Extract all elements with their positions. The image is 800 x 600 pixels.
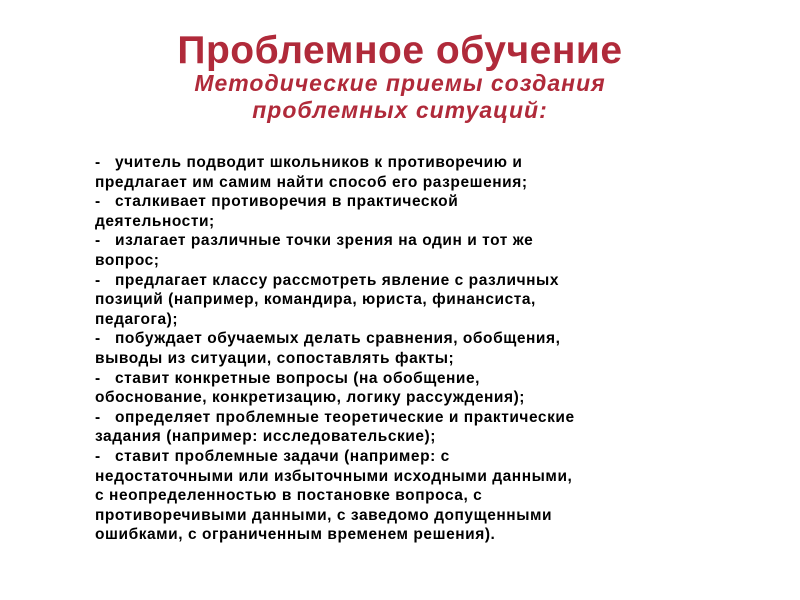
list-item-line [95,212,715,232]
bullet-dash: - [95,369,101,387]
list-item-text: предлагает классу рассмотреть явление с различных [115,271,559,289]
list-item-text: ставит проблемные задачи (например: с [115,447,450,465]
list-item-line [95,467,715,487]
list-item-line [95,271,715,291]
list-item-line [95,447,715,467]
list-item [95,447,715,545]
list-item-line [95,310,715,330]
list-item-text: задания (например: исследовательские); [95,428,436,446]
list-item-text: предлагает им самим найти способ его разрешения; [95,173,528,191]
list-item-text: ошибками, с ограниченным временем решения). [95,526,496,544]
list-item-text: противоречивыми данными, с заведомо допущенными [95,506,553,524]
list-item-line [95,486,715,506]
bullet-dash: - [95,193,101,211]
list-item-text: ставит конкретные вопросы (на обобщение, [115,369,481,387]
list-item-text: побуждает обучаемых делать сравнения, обобщения, [115,330,561,348]
list-item-text: учитель подводит школьников к противоречию и [115,154,523,171]
list-item-text: педагога); [95,310,179,328]
bullet-dash: - [95,232,101,250]
list-item-line [95,251,715,271]
bullet-dash: - [95,447,101,465]
list-item-text: позиций (например, командира, юриста, финансиста, [95,291,536,309]
list-item [95,271,715,330]
list-item [95,192,715,231]
list-item-line [95,506,715,526]
slide-title: Проблемное обучение [177,29,623,72]
list-item-line [95,231,715,251]
subtitle-line: проблемных ситуаций: [252,97,548,123]
list-item-line [95,369,715,389]
list-item [95,329,715,368]
slide-subtitle [0,70,800,124]
list-item-text: определяет проблемные теоретические и практические [115,408,575,426]
list-item-line [95,329,715,349]
list-item-text: выводы из ситуации, сопоставлять факты; [95,349,455,367]
list-item-text: сталкивает противоречия в практической [115,193,459,211]
bullet-dash: - [95,408,101,426]
list-item-text: излагает различные точки зрения на один и тот же [115,232,534,250]
list-item [95,369,715,408]
list-item-line [95,173,715,193]
list-item-line [95,388,715,408]
techniques-list [95,153,715,545]
bullet-dash: - [95,154,101,171]
list-item-line [95,408,715,428]
list-item-text: с неопределенностью в постановке вопроса, с [95,487,483,505]
list-item-line [95,153,715,173]
bullet-dash: - [95,271,101,289]
list-item-text: недостаточными или избыточными исходными данными, [95,467,573,485]
list-item-text: деятельности; [95,212,215,230]
list-item-line [95,290,715,310]
list-item-line [95,349,715,369]
list-item [95,231,715,270]
bullet-dash: - [95,330,101,348]
list-item-line [95,192,715,212]
list-item-line [95,525,715,545]
list-item-text: вопрос; [95,251,160,269]
list-item [95,153,715,192]
subtitle-line: Методические приемы создания [194,70,606,96]
list-item-text: обоснование, конкретизацию, логику рассуждения); [95,389,526,407]
list-item [95,408,715,447]
list-item-line [95,427,715,447]
